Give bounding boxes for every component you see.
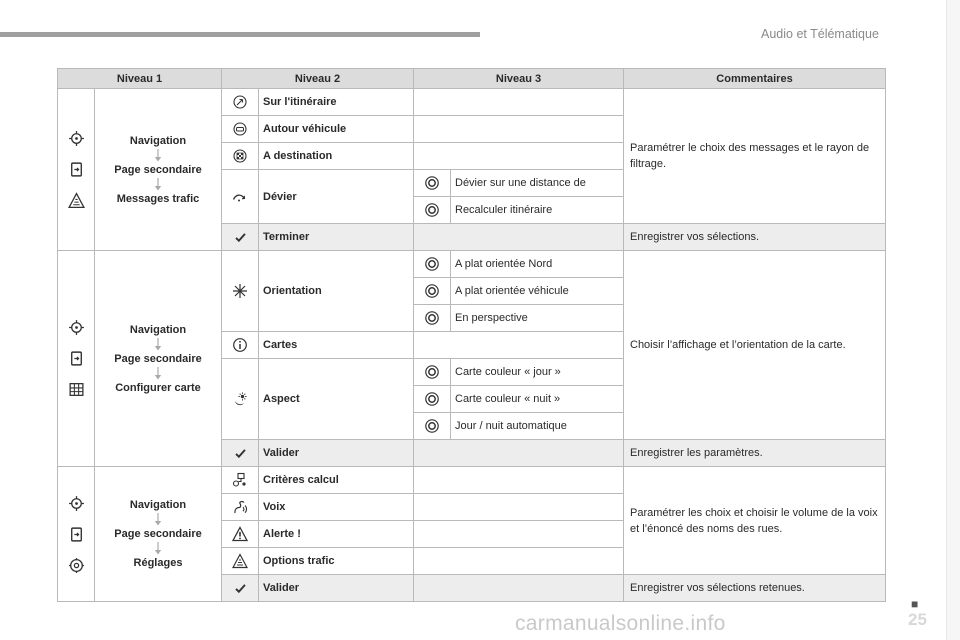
arrow-down-icon bbox=[154, 338, 162, 351]
level1-step[interactable]: Page secondaire bbox=[114, 163, 202, 176]
level1-icons bbox=[58, 467, 95, 602]
confirm-item[interactable]: Valider bbox=[259, 440, 414, 467]
arrow-down-icon bbox=[154, 513, 162, 526]
page-number: 25 bbox=[908, 610, 927, 629]
column-header-comments: Commentaires bbox=[624, 69, 886, 89]
radio-icon bbox=[424, 175, 440, 191]
table-row bbox=[58, 89, 886, 116]
empty-level3-cell bbox=[414, 224, 624, 251]
level2-item[interactable]: Autour véhicule bbox=[259, 116, 414, 143]
radio-icon bbox=[424, 391, 440, 407]
level1-step[interactable]: Page secondaire bbox=[114, 528, 202, 540]
confirm-comment: Enregistrer vos sélections. bbox=[624, 224, 886, 251]
check-icon bbox=[234, 231, 247, 244]
level2-item[interactable]: Orientation bbox=[259, 251, 414, 332]
radio-icon bbox=[424, 310, 440, 326]
page-icon bbox=[68, 350, 85, 367]
level2-icon-cell bbox=[222, 143, 259, 170]
level2-item[interactable]: Critères calcul bbox=[259, 467, 414, 494]
level2-item[interactable]: Voix bbox=[259, 494, 414, 521]
empty-level3-cell bbox=[414, 440, 624, 467]
end-mark: ■ bbox=[911, 597, 919, 611]
radio-icon bbox=[424, 364, 440, 380]
level3-icon-cell bbox=[414, 89, 624, 116]
level3-icon-cell bbox=[414, 197, 451, 224]
level2-icon-cell bbox=[222, 170, 259, 224]
route-icon bbox=[232, 94, 248, 110]
level1-step[interactable]: Navigation bbox=[129, 499, 187, 511]
level2-item[interactable]: Aspect bbox=[259, 359, 414, 440]
level3-icon-cell bbox=[414, 332, 624, 359]
level3-icon-cell bbox=[414, 116, 624, 143]
vehicle-icon bbox=[232, 121, 248, 137]
level1-step[interactable]: Réglages bbox=[133, 557, 183, 569]
table-row bbox=[58, 467, 886, 494]
radio-icon bbox=[424, 256, 440, 272]
crosshair-icon bbox=[68, 319, 85, 336]
section-comment: Paramétrer les choix et choisir le volume de la voix et l’énoncé des noms des rues. bbox=[624, 467, 886, 575]
table-row bbox=[58, 251, 886, 278]
arrow-down-icon bbox=[154, 367, 162, 380]
level1-step[interactable]: Navigation bbox=[129, 134, 187, 147]
level2-icon-cell bbox=[222, 89, 259, 116]
voice-icon bbox=[232, 499, 248, 515]
level3-icon-cell bbox=[414, 413, 451, 440]
confirm-icon-cell bbox=[222, 575, 259, 602]
level2-item[interactable]: Sur l'itinéraire bbox=[259, 89, 414, 116]
level2-icon-cell bbox=[222, 548, 259, 575]
empty-level3-cell bbox=[414, 575, 624, 602]
level3-icon-cell bbox=[414, 548, 624, 575]
column-header-level3: Niveau 3 bbox=[414, 69, 624, 89]
level2-item[interactable]: Options trafic bbox=[259, 548, 414, 575]
level3-icon-cell bbox=[414, 467, 624, 494]
level1-path bbox=[95, 467, 222, 602]
level2-item[interactable]: Dévier bbox=[259, 170, 414, 224]
check-icon bbox=[234, 447, 247, 460]
header-rule bbox=[0, 32, 480, 37]
page-icon bbox=[68, 161, 85, 178]
criteria-icon bbox=[232, 472, 248, 488]
level1-step[interactable]: Navigation bbox=[129, 323, 187, 336]
level3-item[interactable]: Recalculer itinéraire bbox=[451, 197, 624, 224]
page-icon bbox=[68, 526, 85, 543]
level1-icons bbox=[58, 89, 95, 251]
check-icon bbox=[234, 582, 247, 595]
menu-table bbox=[57, 68, 886, 602]
confirm-comment: Enregistrer les paramètres. bbox=[624, 440, 886, 467]
level3-item[interactable]: A plat orientée véhicule bbox=[451, 278, 624, 305]
level3-item[interactable]: Carte couleur « jour » bbox=[451, 359, 624, 386]
level2-icon-cell bbox=[222, 494, 259, 521]
radio-icon bbox=[424, 283, 440, 299]
orientation-icon bbox=[232, 283, 248, 299]
level2-item[interactable]: Cartes bbox=[259, 332, 414, 359]
level2-item[interactable]: A destination bbox=[259, 143, 414, 170]
column-header-level2: Niveau 2 bbox=[222, 69, 414, 89]
level3-icon-cell bbox=[414, 386, 451, 413]
level2-icon-cell bbox=[222, 467, 259, 494]
level1-step[interactable]: Configurer carte bbox=[115, 381, 201, 394]
traffic-warning-icon bbox=[68, 192, 85, 209]
confirm-icon-cell bbox=[222, 224, 259, 251]
watermark: carmanualsonline.info bbox=[515, 612, 726, 635]
section-comment: Choisir l’affichage et l’orientation de la carte. bbox=[624, 251, 886, 440]
level3-icon-cell bbox=[414, 278, 451, 305]
level3-icon-cell bbox=[414, 305, 451, 332]
level1-path bbox=[95, 89, 222, 251]
map-grid-icon bbox=[68, 381, 85, 398]
level3-icon-cell bbox=[414, 143, 624, 170]
level3-item[interactable]: En perspective bbox=[451, 305, 624, 332]
level3-item[interactable]: Jour / nuit automatique bbox=[451, 413, 624, 440]
day-night-icon bbox=[232, 391, 248, 407]
crosshair-icon bbox=[68, 130, 85, 147]
arrow-down-icon bbox=[154, 178, 162, 191]
confirm-comment: Enregistrer vos sélections retenues. bbox=[624, 575, 886, 602]
detour-icon bbox=[232, 189, 248, 205]
level1-path bbox=[95, 251, 222, 467]
section-comment: Paramétrer le choix des messages et le rayon de filtrage. bbox=[624, 89, 886, 224]
level3-icon-cell bbox=[414, 170, 451, 197]
level1-icons bbox=[58, 251, 95, 467]
level3-icon-cell bbox=[414, 521, 624, 548]
gear-icon bbox=[68, 557, 85, 574]
level2-icon-cell bbox=[222, 116, 259, 143]
level1-step[interactable]: Messages trafic bbox=[116, 192, 200, 205]
level2-icon-cell bbox=[222, 251, 259, 332]
level3-item[interactable]: Dévier sur une distance de bbox=[451, 170, 624, 197]
confirm-item[interactable]: Valider bbox=[259, 575, 414, 602]
destination-icon bbox=[232, 148, 248, 164]
level3-icon-cell bbox=[414, 359, 451, 386]
column-header-level1: Niveau 1 bbox=[58, 69, 222, 89]
radio-icon bbox=[424, 202, 440, 218]
info-icon bbox=[232, 337, 248, 353]
arrow-down-icon bbox=[154, 542, 162, 555]
level3-icon-cell bbox=[414, 251, 451, 278]
page-header-title: Audio et Télématique bbox=[761, 27, 879, 41]
level2-icon-cell bbox=[222, 359, 259, 440]
header-row bbox=[58, 69, 886, 89]
crosshair-icon bbox=[68, 495, 85, 512]
level2-icon-cell bbox=[222, 332, 259, 359]
alert-icon bbox=[232, 526, 248, 542]
level3-item[interactable]: Carte couleur « nuit » bbox=[451, 386, 624, 413]
level3-item[interactable]: A plat orientée Nord bbox=[451, 251, 624, 278]
level1-step[interactable]: Page secondaire bbox=[114, 352, 202, 365]
level2-icon-cell bbox=[222, 521, 259, 548]
arrow-down-icon bbox=[154, 149, 162, 162]
traffic-warning-icon bbox=[232, 553, 248, 569]
page-edge-tab bbox=[946, 0, 960, 640]
radio-icon bbox=[424, 418, 440, 434]
level2-item[interactable]: Alerte ! bbox=[259, 521, 414, 548]
confirm-icon-cell bbox=[222, 440, 259, 467]
level3-icon-cell bbox=[414, 494, 624, 521]
confirm-item[interactable]: Terminer bbox=[259, 224, 414, 251]
